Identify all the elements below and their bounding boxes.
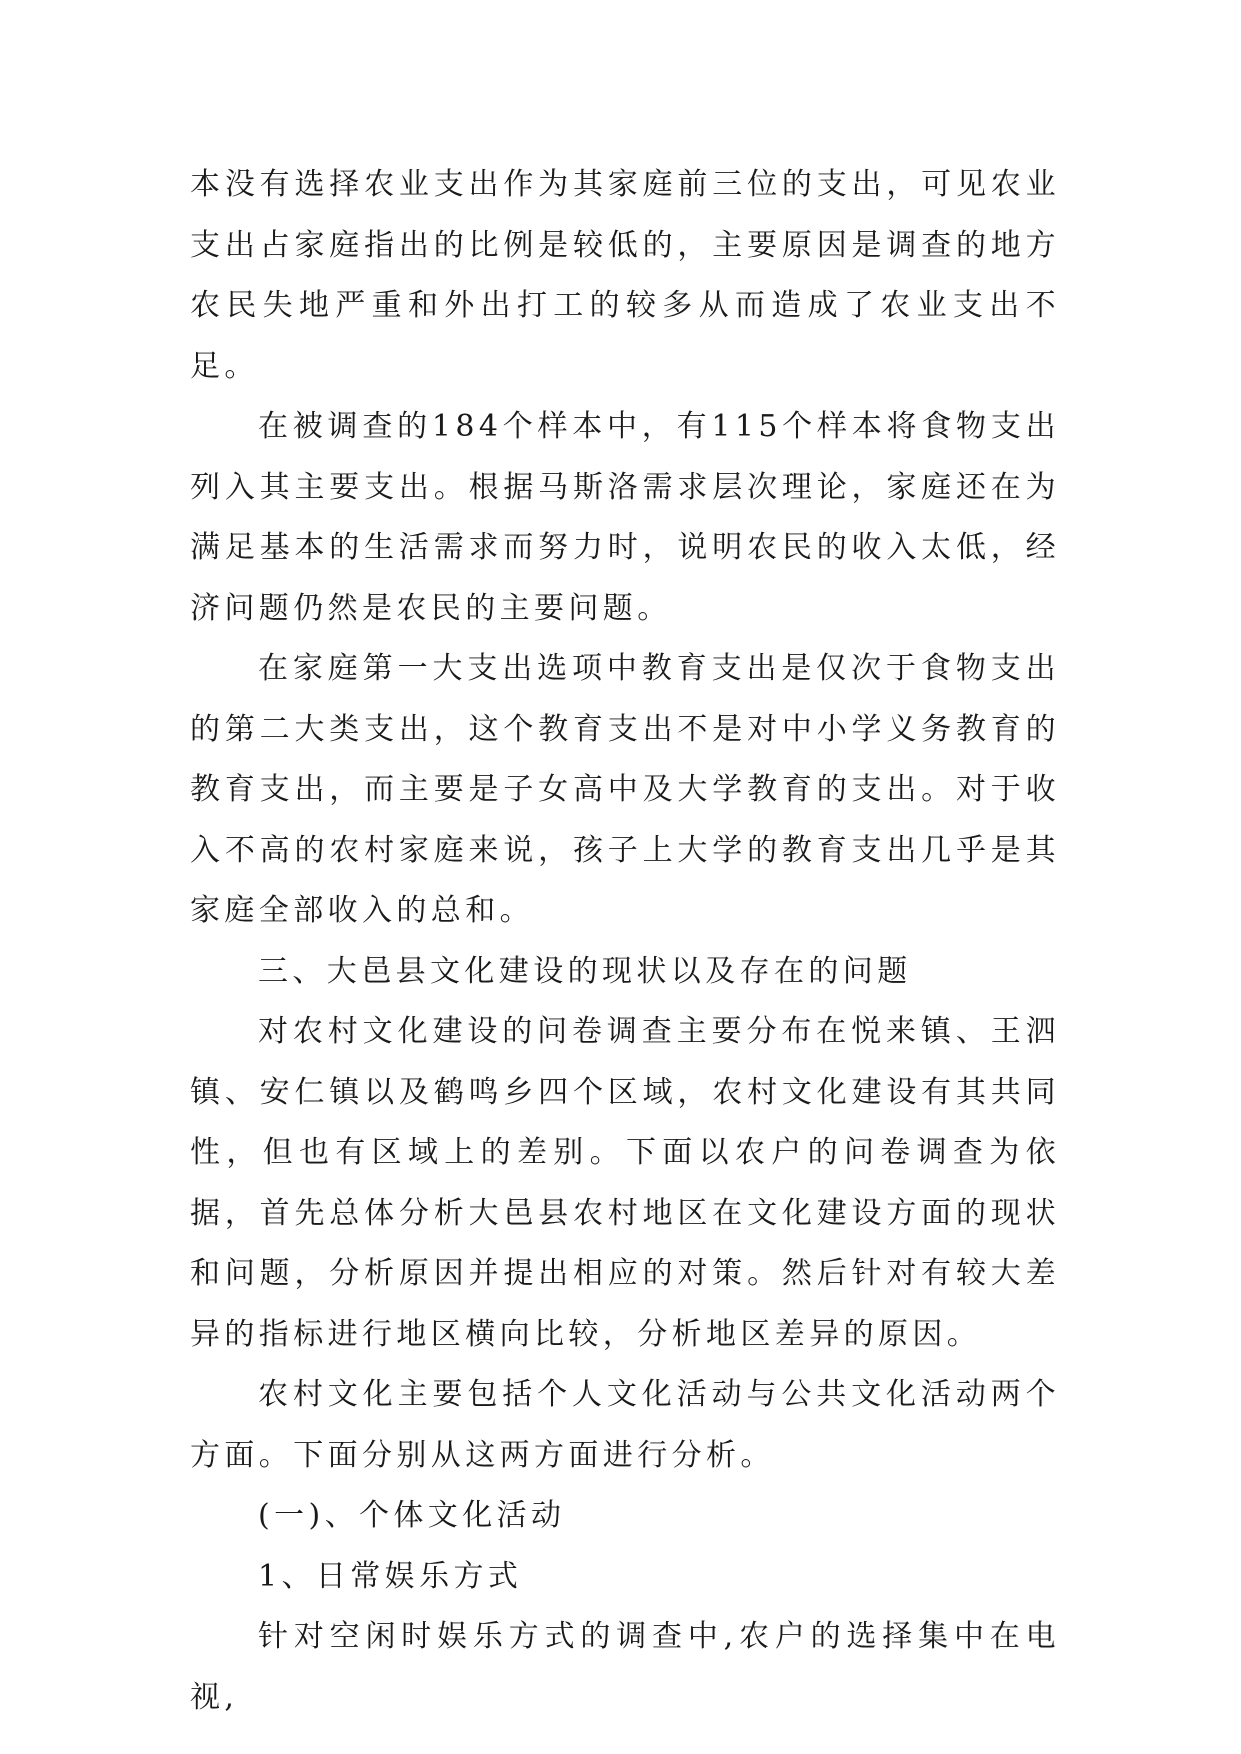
paragraph-culture-scope: 农村文化主要包括个人文化活动与公共文化活动两个方面。下面分别从这两方面进行分析。: [190, 1377, 1060, 1473]
subheading-daily-entertainment: 1、日常娱乐方式: [258, 1558, 523, 1594]
paragraph-survey-regions: 对农村文化建设的问卷调查主要分布在悦来镇、王泗镇、安仁镇以及鹤鸣乡四个区域，农村文化建设有其共同性，但也有区域上的差别。下面以农户的问卷调查为依据，首先总体分析大邑县农村地区在文化建设方面的现状和问题，分析原因并提出相应的对策。然后针对有较大差异的指标进行地区横向比较，分析地区差异的原因。: [190, 1014, 1060, 1352]
paragraph-education-expense: 在家庭第一大支出选项中教育支出是仅次于食物支出的第二大类支出，这个教育支出不是对中小学义务教育的教育支出，而主要是子女高中及大学教育的支出。对于收入不高的农村家庭来说，孩子上大学的教育支出几乎是其家庭全部收入的总和。: [190, 651, 1060, 928]
paragraph-leisure-survey: 针对空闲时娱乐方式的调查中,农户的选择集中在电视,: [190, 1619, 1060, 1715]
section-heading-culture: 三、大邑县文化建设的现状以及存在的问题: [258, 953, 912, 989]
paragraph-agri-expense: 本没有选择农业支出作为其家庭前三位的支出，可见农业支出占家庭指出的比例是较低的，主要原因是调查的地方农民失地严重和外出打工的较多从而造成了农业支出不足。: [190, 167, 1060, 384]
document-page: [190, 155, 1060, 1728]
paragraph-food-expense: 在被调查的184个样本中，有115个样本将食物支出列入其主要支出。根据马斯洛需求层次理论，家庭还在为满足基本的生活需求而努力时，说明农民的收入太低，经济问题仍然是农民的主要问题。: [190, 409, 1060, 626]
subheading-individual-activities: (一)、个体文化活动: [258, 1498, 566, 1533]
